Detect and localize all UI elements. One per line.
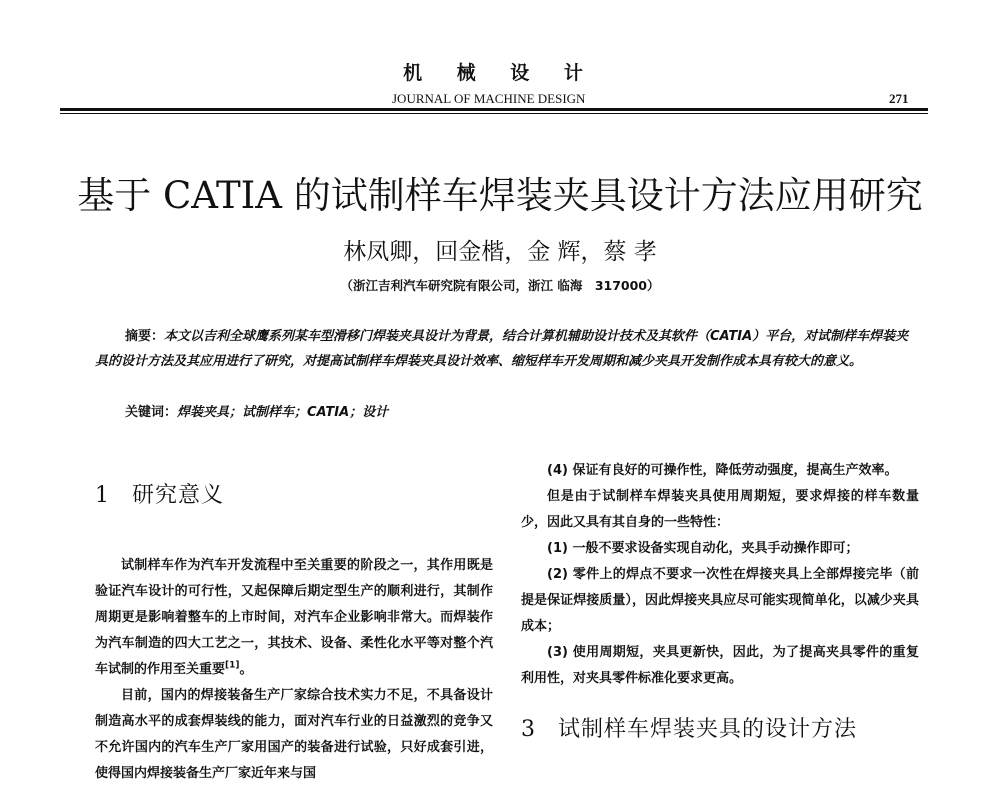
paragraph-1-end: 。: [239, 662, 253, 677]
header-rule-thick: [60, 108, 928, 111]
section-1-title: 研究意义: [132, 483, 225, 508]
paragraph-1-text: 试制样车作为汽车开发流程中至关重要的阶段之一，其作用既是验证汽车设计的可行性，又起保障后期定型生产的顺利进行，其制作周期更是影响着整车的上市时间，对汽车企业影响非常大。而焊装作为汽车制造的四大工艺之一，其技术、设备、柔性化水平等对整个汽车试制的作用至关重要: [95, 558, 493, 677]
keywords: [125, 400, 915, 425]
paragraph-characteristics: 但是由于试制样车焊装夹具使用周期短，要求焊接的样车数量少，因此又具有其自身的一些特性：: [521, 489, 919, 530]
section-3-title: 试制样车焊装夹具的设计方法: [558, 717, 858, 742]
right-column: [521, 458, 919, 743]
author-affiliation: （浙江吉利汽车研究院有限公司，浙江 临海 317000）: [340, 278, 660, 293]
paper-title: 基于 CATIA 的试制样车焊装夹具设计方法应用研究: [77, 174, 923, 217]
abstract-text: 本文以吉利全球鹰系列某车型滑移门焊装夹具设计为背景，结合计算机辅助设计技术及其软件（CATIA）平台，对试制样车焊装夹具的设计方法及其应用进行了研究，对提高试制样车焊装夹具设计效率、缩短样车开发周期和减少夹具开发制作成本具有较大的意义。: [95, 329, 909, 369]
keywords-text: 焊装夹具；试制样车；CATIA；设计: [177, 405, 389, 420]
section-1-heading: [95, 478, 493, 509]
left-column: [95, 470, 493, 787]
section-3-number: 3: [521, 717, 536, 742]
citation-ref: [1]: [225, 660, 240, 671]
list-item-2: (2) 零件上的焊点不要求一次性在焊接夹具上全部焊接完毕（前提是保证焊接质量），因此焊接夹具应尽可能实现简单化，以减少夹具成本；: [521, 567, 919, 634]
list-item-3: (3) 使用周期短，夹具更新快，因此，为了提高夹具零件的重复利用性，对夹具零件标准化要求更高。: [521, 645, 919, 686]
paper-authors: 林凤卿，回金楷，金 辉，蔡 孝: [343, 239, 657, 265]
section-1-paragraph-2: 目前，国内的焊接装备生产厂家综合技术实力不足，不具备设计制造高水平的成套焊装线的能力，面对汽车行业的日益激烈的竞争又不允许国内的汽车生产厂家用国产的装备进行试验，只好成套引进，使得国内焊接装备生产厂家近年来与国: [95, 688, 493, 781]
abstract-label: 摘要：: [125, 329, 165, 344]
list-item-1: (1) 一般不要求设备实现自动化，夹具手动操作即可；: [547, 541, 859, 556]
section-1-paragraph-1: [95, 553, 493, 683]
journal-title-english: JOURNAL OF MACHINE DESIGN: [392, 91, 586, 106]
section-3-heading: [521, 712, 919, 743]
journal-title-chinese: 机 械 设 计: [403, 62, 597, 84]
section-1-number: 1: [95, 483, 110, 508]
keywords-label: 关键词：: [125, 405, 178, 420]
list-item-4: (4) 保证有良好的可操作性，降低劳动强度，提高生产效率。: [547, 463, 898, 478]
abstract: [95, 324, 915, 374]
header-rule-thin: [60, 113, 928, 114]
page-number: 271: [889, 91, 909, 106]
